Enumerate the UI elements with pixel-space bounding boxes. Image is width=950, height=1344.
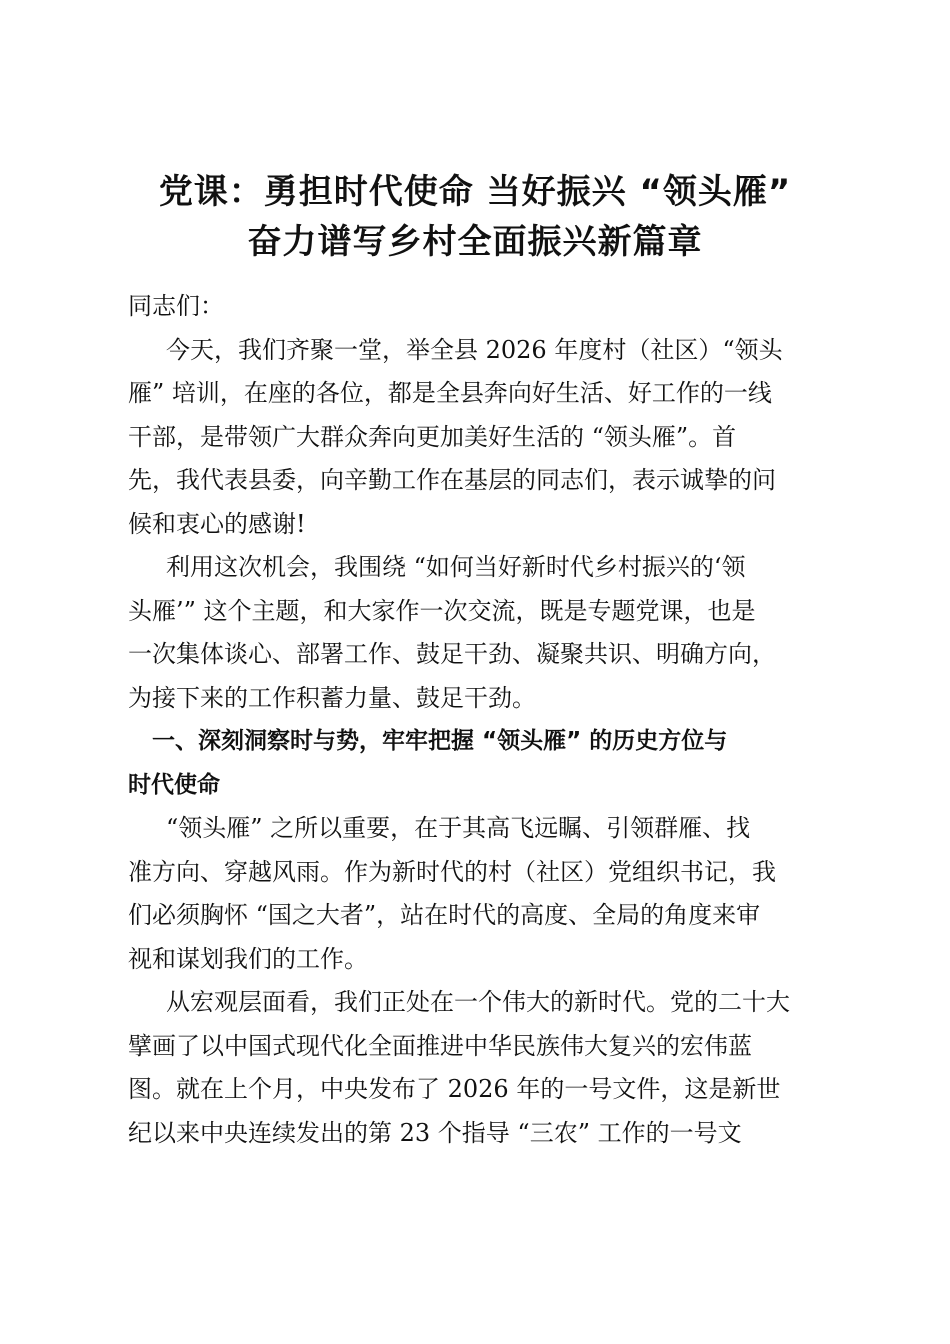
paragraph-3 bbox=[128, 807, 832, 981]
heading-line: 一、深刻洞察时与势，牢牢把握 “领头雁” 的历史方位与 bbox=[152, 728, 728, 754]
text-line: 纪以来中央连续发出的第 23 个指导 “三农” 工作的一号文 bbox=[128, 1118, 742, 1147]
text-line: 雁” 培训，在座的各位，都是全县奔向好生活、好工作的一线 bbox=[128, 379, 772, 407]
text-line: 今天，我们齐聚一堂，举全县 2026 年度村（社区）“领头 bbox=[166, 335, 783, 364]
text-line: “领头雁” 之所以重要，在于其高飞远瞩、引领群雁、找 bbox=[166, 814, 751, 842]
text-line: 干部，是带领广大群众奔向更加美好生活的 “领头雁”。首 bbox=[128, 422, 737, 451]
title-line-1: 党课：勇担时代使命 当好振兴 “领头雁” bbox=[158, 172, 792, 212]
paragraph-1 bbox=[128, 329, 832, 547]
paragraph-2 bbox=[128, 546, 832, 720]
salutation: 同志们： bbox=[128, 292, 224, 320]
paragraph-4 bbox=[128, 981, 832, 1155]
body-text bbox=[128, 285, 832, 1155]
text-line: 视和谋划我们的工作。 bbox=[128, 944, 368, 973]
text-line: 擘画了以中国式现代化全面推进中华民族伟大复兴的宏伟蓝 bbox=[128, 1031, 752, 1060]
text-line: 们必须胸怀 “国之大者”，站在时代的高度、全局的角度来审 bbox=[128, 901, 761, 929]
text-line: 利用这次机会，我围绕 “如何当好新时代乡村振兴的‘领 bbox=[166, 553, 746, 581]
text-line: 先，我代表县委，向辛勤工作在基层的同志们，表示诚挚的问 bbox=[128, 466, 776, 494]
text-line: 一次集体谈心、部署工作、鼓足干劲、凝聚共识、明确方向， bbox=[128, 640, 776, 668]
heading-line: 时代使命 bbox=[128, 771, 220, 798]
text-line: 从宏观层面看，我们正处在一个伟大的新时代。党的二十大 bbox=[166, 988, 790, 1016]
text-line: 头雁’” 这个主题，和大家作一次交流，既是专题党课，也是 bbox=[128, 596, 756, 625]
section-heading-1 bbox=[128, 720, 832, 807]
title-line-2: 奋力谱写乡村全面振兴新篇章 bbox=[247, 222, 703, 262]
text-line: 准方向、穿越风雨。作为新时代的村（社区）党组织书记，我 bbox=[128, 857, 776, 886]
text-line: 候和衷心的感谢! bbox=[128, 509, 306, 538]
text-line: 为接下来的工作积蓄力量、鼓足干劲。 bbox=[128, 683, 536, 712]
text-line: 图。就在上个月，中央发布了 2026 年的一号文件，这是新世 bbox=[128, 1075, 781, 1103]
